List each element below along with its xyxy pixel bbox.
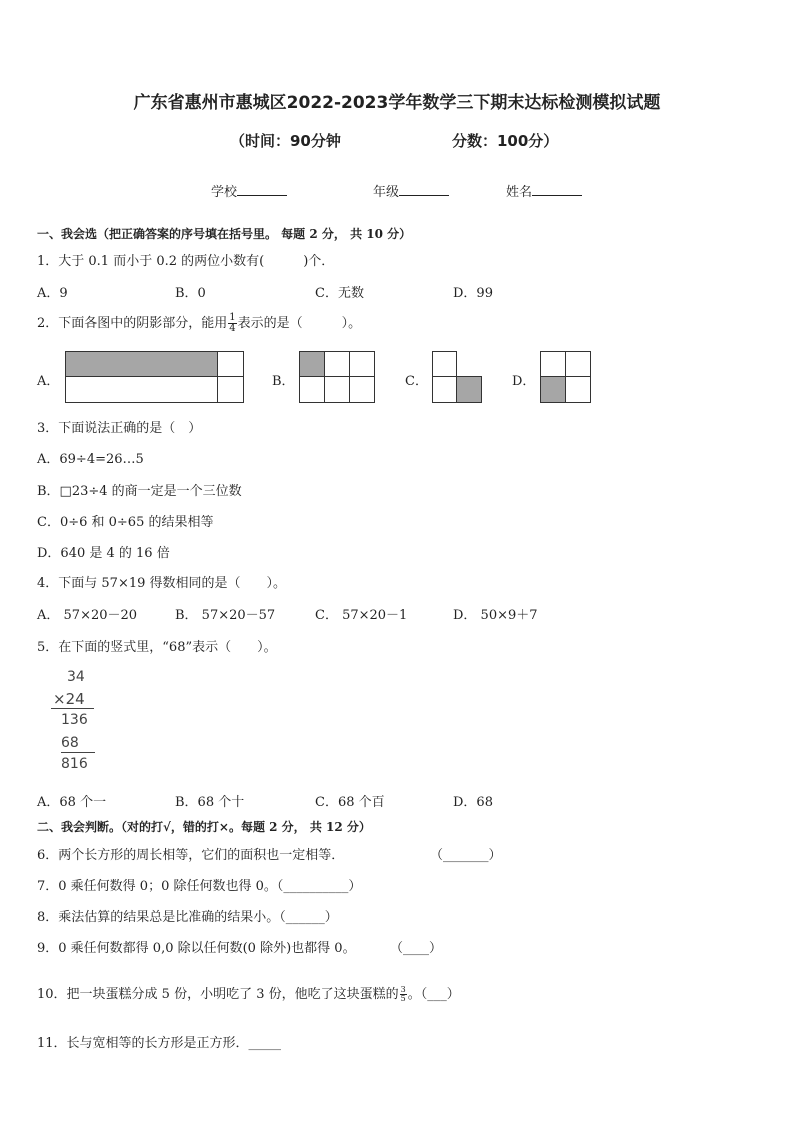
q3-option-c: C．0÷6 和 0÷65 的结果相等 [37, 515, 214, 530]
q1-option-a: A．9 [37, 286, 68, 301]
q2-frac-num: 1 [229, 312, 236, 323]
q2-label-c: C． [405, 374, 428, 389]
q2-text-after: 表示的是（ ）。 [237, 316, 362, 331]
section-2-title: 二、我会判断。（对的打√，错的打×。每题 2 分， 共 12 分） [37, 820, 371, 834]
section-1-title: 一、我会选（把正确答案的序号填在括号里。 每题 2 分， 共 10 分） [37, 227, 412, 241]
q9-answer-paren[interactable]: （____） [390, 941, 443, 956]
grade-label: 年级 [373, 185, 400, 200]
school-field [211, 181, 287, 200]
question-7: 7．0 乘任何数得 0；0 除任何数也得 0。（__________） [37, 879, 362, 894]
q1-option-d: D．99 [453, 286, 493, 301]
q10-frac-num: 3 [400, 985, 406, 994]
question-10 [37, 983, 460, 1003]
grade-blank[interactable] [399, 195, 449, 196]
q4-option-d: D． 50×9＋7 [453, 608, 538, 623]
q3-option-a: A．69÷4=26…5 [37, 452, 144, 467]
q2-text-before: 2．下面各图中的阴影部分，能用 [37, 316, 228, 331]
school-blank[interactable] [237, 195, 287, 196]
q10-frac-den: 5 [400, 994, 406, 1003]
q4-option-c: C． 57×20－1 [315, 608, 408, 623]
question-4: 4．下面与 57×19 得数相同的是（ ）。 [37, 576, 287, 591]
q6-answer-paren[interactable]: （_______） [430, 848, 502, 863]
q5-option-d: D．68 [453, 795, 493, 810]
q5-option-a: A．68 个一 [37, 795, 107, 810]
q5-option-b: B．68 个十 [175, 795, 245, 810]
page-title: 广东省惠州市惠城区2022-2023学年数学三下期末达标检测模拟试题 [133, 93, 661, 113]
question-3: 3．下面说法正确的是（ ） [37, 421, 202, 436]
q10-text-before: 10．把一块蛋糕分成 5 份，小明吃了 3 份，他吃了这块蛋糕的 [37, 987, 399, 1002]
calc-line-4: 68 [61, 735, 79, 751]
q2-fraction [228, 313, 236, 334]
q2-label-b: B． [272, 374, 295, 389]
question-6: 6．两个长方形的周长相等，它们的面积也一定相等． [37, 848, 345, 863]
question-2 [37, 312, 361, 334]
question-11: 11．长与宽相等的长方形是正方形．_____ [37, 1036, 282, 1051]
question-5: 5．在下面的竖式里，“68”表示（ ）。 [37, 640, 277, 655]
q2-figure-b [299, 351, 375, 403]
calc-rule-2 [61, 752, 95, 753]
exam-score: 分数：100分） [452, 132, 559, 150]
calc-rule-1 [51, 708, 94, 709]
q4-option-b: B． 57×20－57 [175, 608, 276, 623]
name-label: 姓名 [506, 185, 533, 200]
q1-option-c: C．无数 [315, 286, 364, 301]
name-field [506, 181, 582, 200]
calc-line-5: 816 [61, 756, 88, 772]
q2-label-d: D． [512, 374, 536, 389]
calc-line-2: ×24 [53, 690, 85, 708]
q10-text-after: 。（___） [407, 987, 460, 1002]
q2-frac-den: 4 [229, 323, 236, 334]
q4-option-a: A． 57×20－20 [37, 608, 138, 623]
calc-line-1: 34 [67, 669, 85, 685]
q2-figure-d [540, 351, 591, 403]
q3-option-d: D．640 是 4 的 16 倍 [37, 546, 170, 561]
question-9: 9．0 乘任何数都得 0,0 除以任何数(0 除外)也都得 0。 [37, 941, 356, 956]
q5-option-c: C．68 个百 [315, 795, 385, 810]
question-8: 8．乘法估算的结果总是比准确的结果小。（______） [37, 910, 338, 925]
q1-option-b: B．0 [175, 286, 206, 301]
grade-field [373, 181, 449, 200]
q10-fraction [400, 986, 407, 1003]
q2-label-a: A． [37, 374, 60, 389]
school-label: 学校 [211, 185, 238, 200]
name-blank[interactable] [532, 195, 582, 196]
question-1: 1．大于 0.1 而小于 0.2 的两位小数有( )个． [37, 254, 335, 269]
q3-option-b: B．□23÷4 的商一定是一个三位数 [37, 484, 242, 499]
exam-time: （时间：90分钟 [230, 132, 341, 150]
q2-figure-c [432, 351, 483, 403]
calc-line-3: 136 [61, 712, 88, 728]
q2-figure-a [65, 351, 244, 403]
